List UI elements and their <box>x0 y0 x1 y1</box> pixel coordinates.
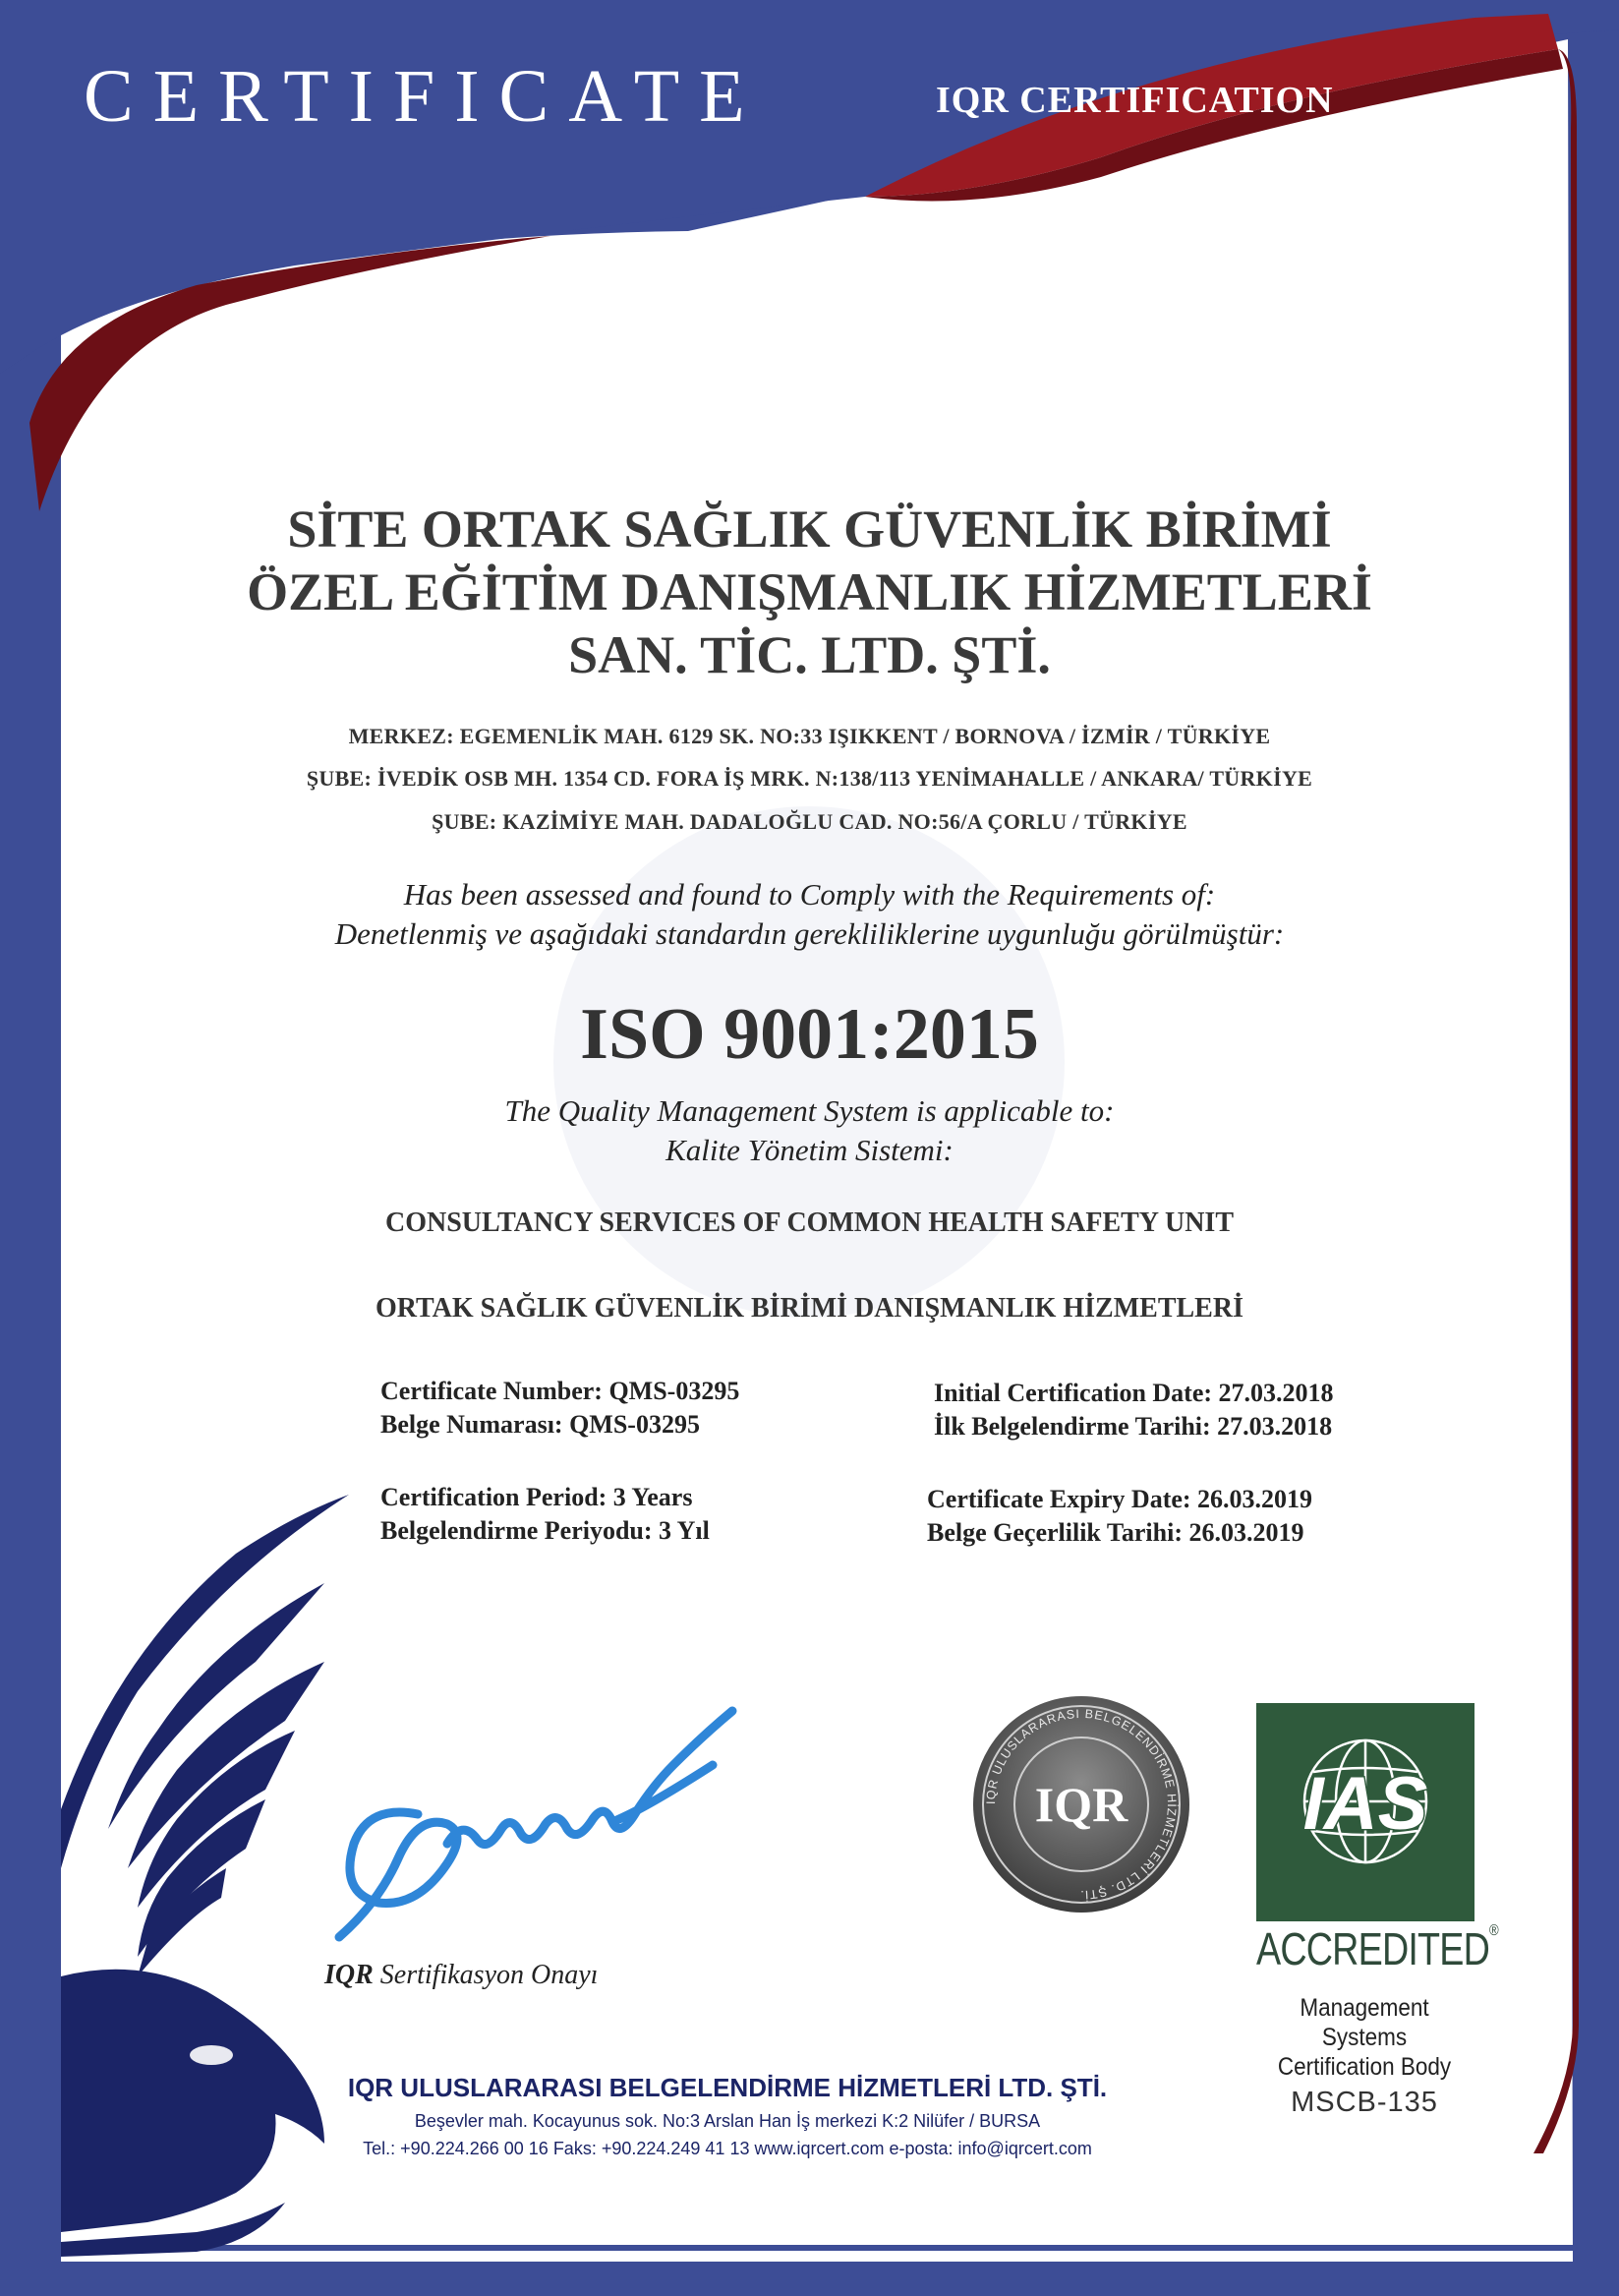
iqr-seal <box>968 1691 1194 1917</box>
certificate-title: CERTIFICATE <box>84 55 765 138</box>
registered-mark: ® <box>1489 1922 1498 1939</box>
applicable-statement-en: The Quality Management System is applicable to: <box>504 1093 1115 1128</box>
certification-period <box>380 1481 710 1548</box>
footer-address: Beşevler mah. Kocayunus sok. No:3 Arslan Han İş merkezi K:2 Nilüfer / BURSA <box>414 2111 1041 2131</box>
seal-center-text: IQR <box>1034 1777 1128 1832</box>
ias-line-1: Management <box>1300 1994 1429 2022</box>
address-branch-ankara: ŞUBE: İVEDİK OSB MH. 1354 CD. FORA İŞ MRK. N:138/113 YENİMAHALLE / ANKARA/ TÜRKİYE <box>306 766 1313 791</box>
initial-date-en: Initial Certification Date: 27.03.2018 <box>934 1379 1334 1407</box>
issuer-label: IQR CERTIFICATION <box>936 80 1334 121</box>
signature-caption-text: Sertifikasyon Onayı <box>379 1960 599 1990</box>
ias-accredited <box>1256 1922 1498 1975</box>
period-en: Certification Period: 3 Years <box>380 1483 693 1511</box>
company-name-line-3: SAN. TİC. LTD. ŞTİ. <box>568 625 1051 684</box>
ias-logo <box>1256 1703 1474 1921</box>
company-name-line-1: SİTE ORTAK SAĞLIK GÜVENLİK BİRİMİ <box>287 500 1332 559</box>
scope-tr: ORTAK SAĞLIK GÜVENLİK BİRİMİ DANIŞMANLIK HİZMETLERİ <box>376 1293 1243 1324</box>
certificate-number-en: Certificate Number: QMS-03295 <box>380 1377 740 1405</box>
ias-line-2: Systems <box>1321 2024 1408 2051</box>
footer-company: IQR ULUSLARARASI BELGELENDİRME HİZMETLERİ LTD. ŞTİ. <box>347 2073 1108 2102</box>
ias-accredited-text: ACCREDITED <box>1256 1923 1490 1974</box>
initial-date-tr: İlk Belgelendirme Tarihi: 27.03.2018 <box>934 1412 1333 1441</box>
company-name-line-2: ÖZEL EĞİTİM DANIŞMANLIK HİZMETLERİ <box>247 562 1372 621</box>
applicable-statement-tr: Kalite Yönetim Sistemi: <box>665 1133 954 1167</box>
signature-caption <box>324 1960 598 1991</box>
ias-line-3: Certification Body <box>1277 2053 1452 2081</box>
seal-ring-text: IQR ULUSLARARASI BELGELENDİRME HİZMETLERİ LTD. ŞTİ. <box>983 1706 1180 1903</box>
scope-en: CONSULTANCY SERVICES OF COMMON HEALTH SAFETY UNIT <box>384 1207 1234 1238</box>
globe-icon <box>1256 1703 1474 1921</box>
footer-contact: Tel.: +90.224.266 00 16 Faks: +90.224.249 41 13 www.iqrcert.com e-posta: info@iqrcert.com <box>363 2139 1092 2158</box>
signature-brand: IQR <box>324 1960 374 1990</box>
address-branch-corlu: ŞUBE: KAZİMİYE MAH. DADALOĞLU CAD. NO:56/A ÇORLU / TÜRKİYE <box>432 809 1187 834</box>
ias-logo-text: IAS <box>1302 1762 1428 1846</box>
signature-image <box>300 1696 742 1942</box>
initial-certification-date <box>934 1377 1334 1443</box>
certificate-number <box>380 1375 739 1442</box>
iso-standard: ISO 9001:2015 <box>580 994 1039 1075</box>
compliance-statement-en: Has been assessed and found to Comply with the Requirements of: <box>403 877 1216 912</box>
certificate-expiry-date <box>927 1483 1312 1550</box>
ias-body-description <box>1249 1993 1479 2082</box>
period-tr: Belgelendirme Periyodu: 3 Yıl <box>380 1516 710 1545</box>
expiry-tr: Belge Geçerlilik Tarihi: 26.03.2019 <box>927 1518 1304 1547</box>
address-headquarters: MERKEZ: EGEMENLİK MAH. 6129 SK. NO:33 IŞIKKENT / BORNOVA / İZMİR / TÜRKİYE <box>348 724 1271 748</box>
ias-code: MSCB-135 <box>1291 2087 1438 2118</box>
certificate-number-tr: Belge Numarası: QMS-03295 <box>380 1410 700 1439</box>
compliance-statement-tr: Denetlenmiş ve aşağıdaki standardın gerekliliklerine uygunluğu görülmüştür: <box>334 916 1285 951</box>
expiry-en: Certificate Expiry Date: 26.03.2019 <box>927 1485 1313 1513</box>
